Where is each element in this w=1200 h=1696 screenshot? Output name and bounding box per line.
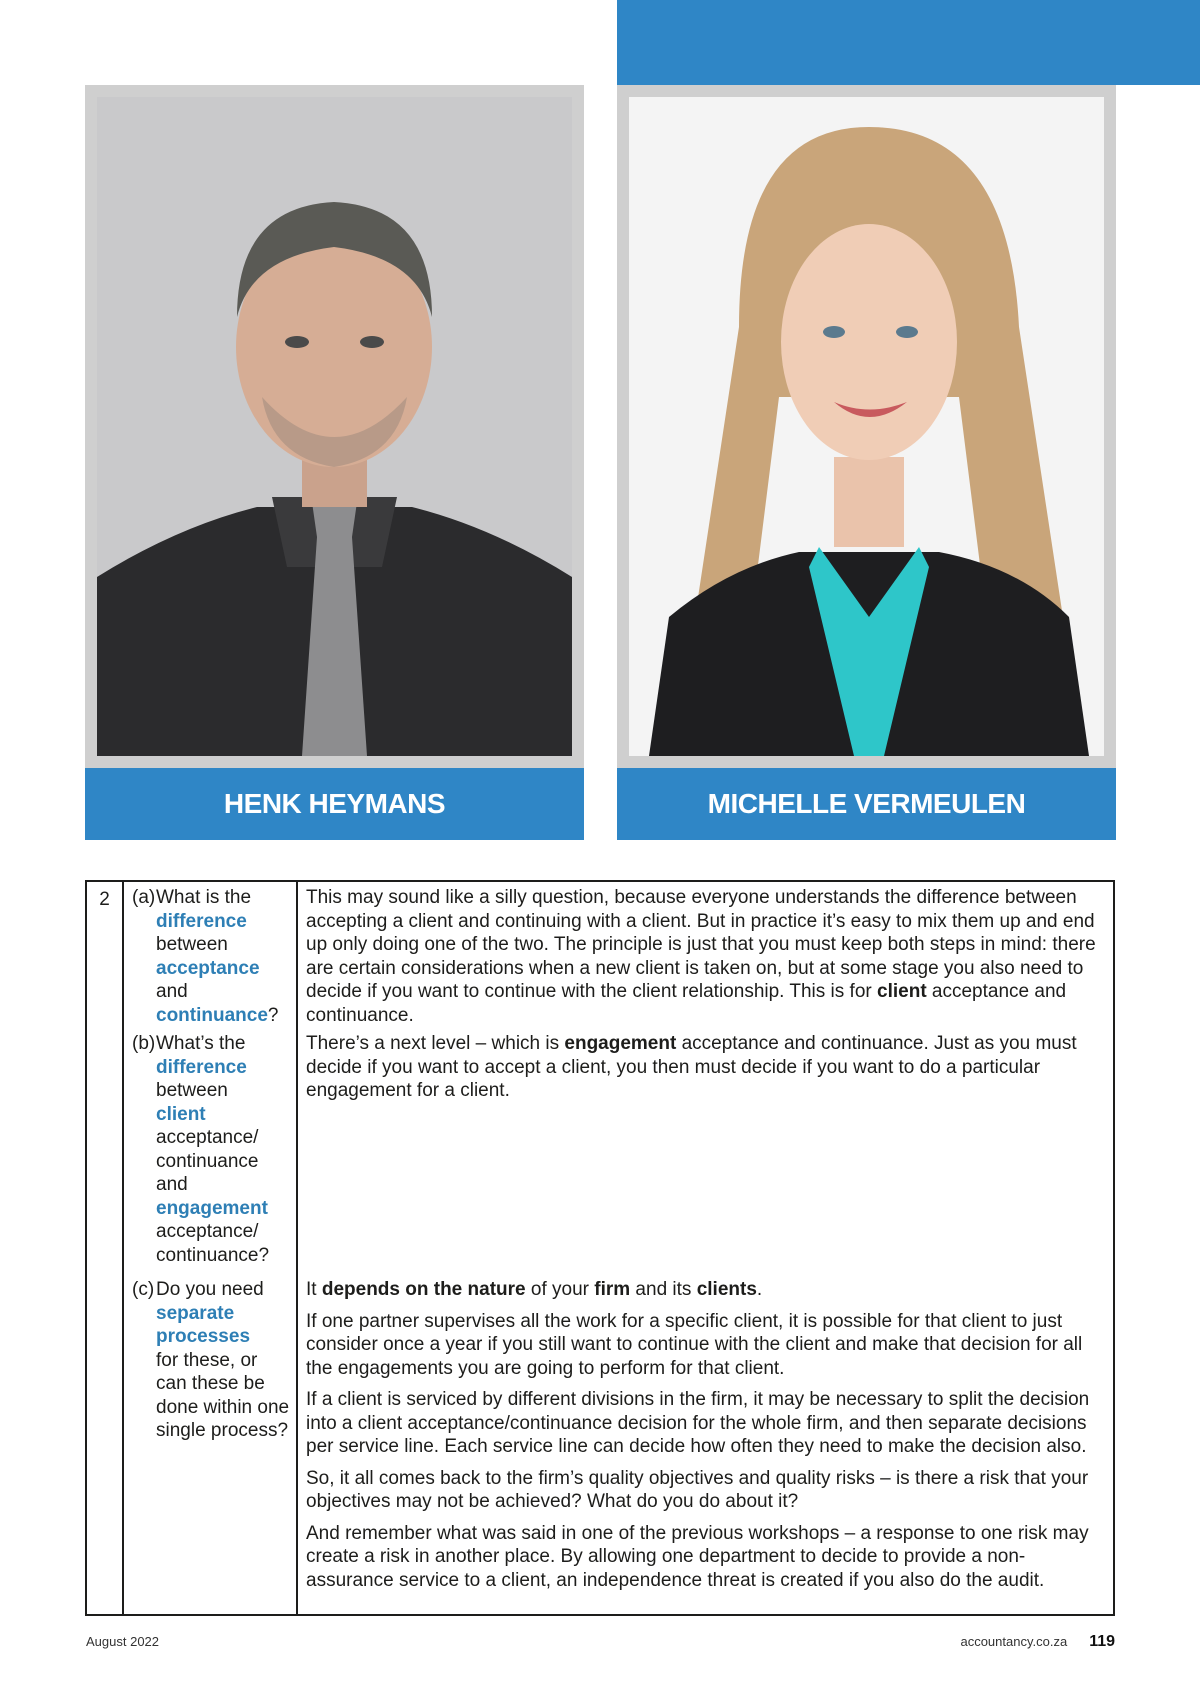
answer-paragraph: If a client is serviced by different divisions in the firm, it may be necessary to split the decision into a client acceptance/continuance decision for the whole firm, and then separate decisions per service line. Each service line can decide how often they need to make the decision also. xyxy=(306,1389,1090,1457)
question-b xyxy=(132,1032,290,1278)
question-text: What’s the xyxy=(156,1033,246,1054)
page-number: 119 xyxy=(1089,1633,1115,1650)
question-keyword: engagement xyxy=(156,1197,268,1219)
qa-table xyxy=(85,880,1115,1616)
answer-paragraph: And remember what was said in one of the previous workshops – a response to one risk may create a risk in another place. By allowing one department to decide to provide a non-assurance service to a client, an independence threat is created if you also do the audit. xyxy=(306,1522,1089,1591)
questions-column xyxy=(123,881,297,1615)
answer-paragraph: It depends on the nature of your firm and its clients. xyxy=(306,1279,763,1300)
question-keyword: continuance xyxy=(156,1004,268,1026)
portrait-card-henk xyxy=(85,85,584,840)
question-text: What is the xyxy=(156,887,252,908)
table-row xyxy=(86,881,1114,1615)
photo-frame xyxy=(617,85,1116,768)
answer-a: This may sound like a silly question, because everyone understands the difference between accepting a client and continuing with a client. But in practice it’s easy to mix them up and end up only doing one of the two. The principle is just that you must keep both steps in mind: there are certain considerations when a new client is taken on, but at some stage you also need to decide if you want to continue with the client relationship. This is for client acceptance and continuance. xyxy=(306,887,1096,1026)
portrait-photo-michelle xyxy=(629,97,1104,756)
question-text: for these, or can these be done within one single process? xyxy=(156,1349,290,1441)
answer-b: There’s a next level – which is engagement acceptance and continuance. Just as you must decide if you want to accept a client, you then must decide if you want to do a particular engagement for a client. xyxy=(306,1033,1077,1101)
question-a xyxy=(132,886,290,1032)
question-text: Do you need xyxy=(156,1279,264,1300)
question-text: ? xyxy=(267,1004,279,1026)
question-text: acceptance/ continuance? xyxy=(156,1221,270,1266)
answer-paragraph: If one partner supervises all the work for a specific client, it is possible for that client to just consider once a year if you still want to continue with the client and make that decision for all the engagements you are going to perform for that client. xyxy=(306,1310,1083,1379)
portrait-card-michelle xyxy=(617,85,1116,840)
question-keyword: client xyxy=(156,1103,206,1125)
question-number: 2 xyxy=(86,881,123,1615)
photo-frame xyxy=(85,85,584,768)
question-keyword: difference xyxy=(156,910,247,932)
name-caption-henk: HENK HEYMANS xyxy=(85,768,584,840)
question-text: acceptance/ continuance and xyxy=(156,1127,259,1195)
answers-column xyxy=(297,881,1114,1615)
name-caption-michelle: MICHELLE VERMEULEN xyxy=(617,768,1116,840)
footer-site: accountancy.co.za xyxy=(960,1634,1068,1649)
question-text: and xyxy=(156,981,188,1002)
question-keyword: separate processes xyxy=(156,1302,251,1347)
question-keyword: acceptance xyxy=(156,957,260,979)
header-color-band xyxy=(617,0,1200,85)
question-label: (a) xyxy=(132,887,156,908)
question-keyword: difference xyxy=(156,1056,247,1078)
question-text: between xyxy=(156,1080,228,1101)
question-c xyxy=(132,1278,290,1610)
question-label: (b) xyxy=(132,1033,156,1054)
question-text: between xyxy=(156,934,228,955)
footer-right xyxy=(960,1633,1115,1651)
portrait-photo-henk xyxy=(97,97,572,756)
question-label: (c) xyxy=(132,1279,155,1300)
answer-paragraph: So, it all comes back to the firm’s quality objectives and quality risks – is there a risk that your objectives may not be achieved? What do you do about it? xyxy=(306,1467,1089,1512)
footer-date: August 2022 xyxy=(86,1634,160,1649)
answer-c xyxy=(306,1278,1105,1592)
